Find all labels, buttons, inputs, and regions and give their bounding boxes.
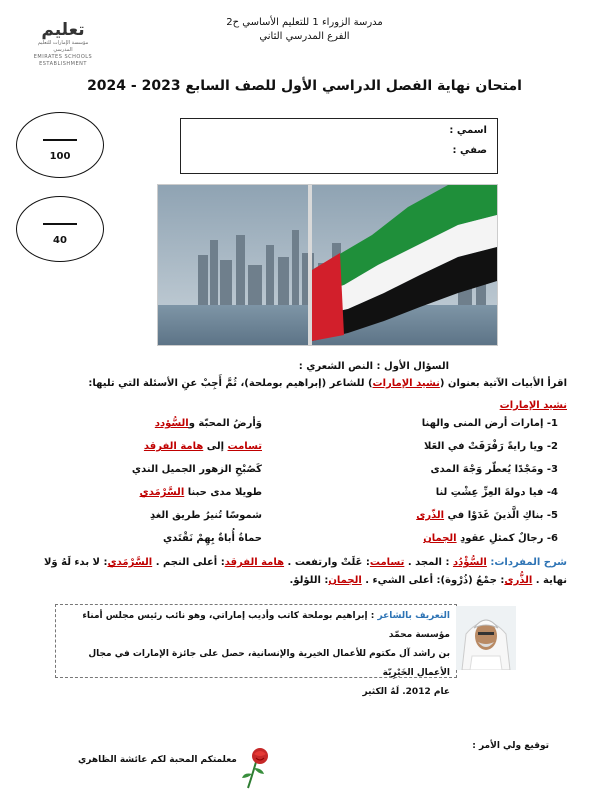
poem-name-highlight: نشيد الإمارات [372,378,440,389]
verse-second-half: حماةُ أُباةٌ بِهِمْ نَقْتَدي [162,533,262,544]
score-blank-line [43,223,77,225]
name-label: اسمي : [449,125,487,136]
verse-second-half: طويلا مدى حبنا السَّرْمَدي [139,487,262,498]
vocabulary-explanation: شرح المفردات: السُّؤْدُد : المجد . تسامت: عَلَتْ وارتفعت . هامة الفرقد: أعلى النجم . السَّرْمَدي: لا بدء لَهُ وَلا نهاية . الذُّرى: جمْعُ (ذُرْوة): أعلى الشيء . الجمان: اللؤلؤ. [43,557,567,586]
verse-row [30,464,570,487]
poem-verses [30,418,570,556]
instruction-text: اقرأ الأبيات الآتية بعنوان ( [439,378,567,389]
student-info-box [180,118,498,174]
logo-sub-en1: EMIRATES SCHOOLS [33,54,93,60]
poet-portrait-image [456,606,516,670]
score-blank-line [43,139,77,141]
class-label: صفي : [452,145,487,156]
teacher-signoff: معلمتكم المحبة لكم عائشة الظاهري [78,755,237,765]
verse-second-half: كَصُبْحِ الزهور الجميل الندي [131,464,262,475]
total-score: 100 [49,151,71,162]
verse-row [30,441,570,464]
verse-second-half: تسامت إلى هامة الفرقد [143,441,262,452]
verse-first-half: 5- بناكِ الَّذينَ غَدَوْا في الذّرى [416,510,558,521]
poet-bio-box: التعريف بالشاعر : إبراهيم بوملحة كاتب وأديب إماراتي، وهو نائب رئيس مجلس أمناء مؤسسة محمّد بن راشد آل مكتوم للأعمال الخيرية والإنسانية، حصل على جائزة الإمارات في مجال الأعمال الخَيْرِيّة عام 2012. لَهُ الكثير [55,604,457,678]
skyline-flag-image [158,185,497,345]
verse-row [30,510,570,533]
logo-sub-en2: ESTABLISHMENT [39,61,87,67]
verse-first-half: 3- ومَجْدًا يُعطّر وَجْهَ المدى [430,464,558,475]
instruction-text-2: ) للشاعر (إبراهيم بوملحة)، ثُمَّ أَجِبْ عنِ الأسئلة التي تليها: [88,378,373,389]
verse-first-half: 6- رجالٌ كمثلِ عقودِ الجمان [423,533,558,544]
section-score: 40 [53,235,67,246]
bio-label: التعريف بالشاعر [377,611,450,621]
verse-row [30,533,570,556]
vocab-label: شرح المفردات: [490,557,567,568]
school-branch: الفرع المدرسي الثاني [259,31,350,42]
section-score-circle [16,196,104,262]
total-score-circle [16,112,104,178]
verse-second-half: وَأرضُ المحبّة والسُّؤدد [154,418,262,429]
exam-title: امتحان نهاية الفصل الدراسي الأول للصف السابع 2023 - 2024 [87,78,522,94]
logo-main-text: تعليم [41,20,85,40]
rose-image [238,746,276,790]
ministry-logo [28,20,98,68]
skyline-flag-photo [157,184,498,346]
verse-second-half: شموسًا تُنيرُ طريق الغدِ [150,510,262,521]
school-name: مدرسة الزوراء 1 للتعليم الأساسي ح2 [226,17,383,28]
verse-first-half: 2- ويا رايةً رَفْرَفَتْ في العَلا [424,441,558,452]
question-instruction [47,378,567,389]
poet-portrait [456,606,516,670]
poem-title: نشيد الإمارات [499,400,567,411]
verse-first-half: 1- إمارات أرض المنى والهنا [421,418,558,429]
question-heading: السؤال الأول : النص الشعري : [298,361,449,372]
rose-icon [238,746,276,790]
verse-row [30,487,570,510]
guardian-signature-label: توقيع ولي الأمر : [472,741,549,751]
verse-first-half: 4- فيا دولةَ العِزِّ عِشْتِ لنا [435,487,558,498]
logo-sub-ar: مؤسسة الإمارات للتعليم المدرسي [37,40,89,53]
verse-row [30,418,570,441]
